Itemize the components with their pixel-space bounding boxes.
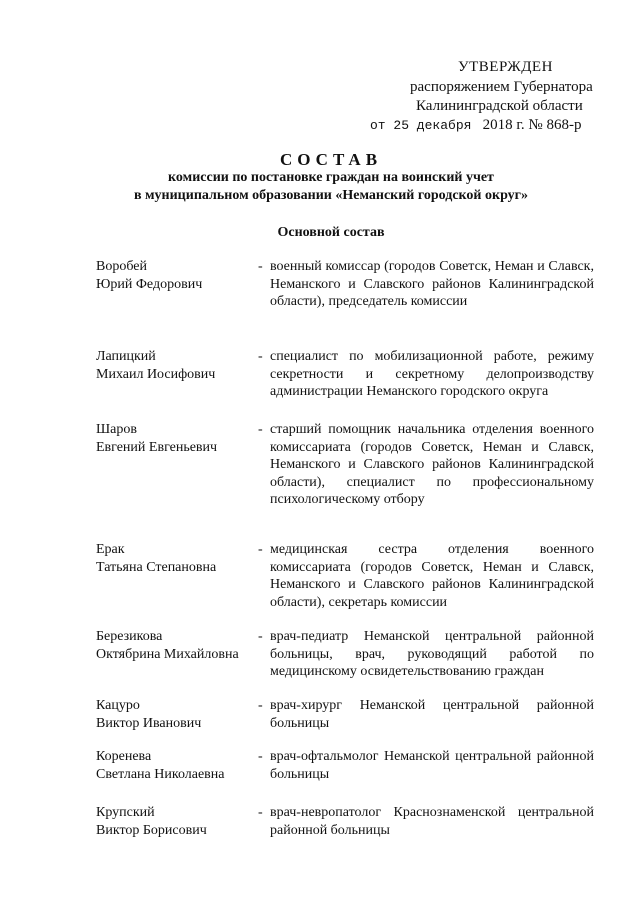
- member-surname: Шаров: [96, 422, 137, 437]
- member-role: врач-офтальмолог Неманской центральной районной больницы: [270, 749, 594, 782]
- member-name: [96, 748, 256, 783]
- member-dash: -: [258, 805, 263, 820]
- member-role: врач-невропатолог Краснознаменской центральной районной больницы: [270, 805, 594, 838]
- member-given-name: Октябрина Михайловна: [96, 646, 239, 662]
- member-given-name: Виктор Иванович: [96, 715, 202, 731]
- member-name: [96, 804, 256, 839]
- approval-line-1: распоряжением Губернатора: [410, 79, 593, 95]
- section-subtitle: Основной состав: [277, 225, 385, 240]
- approval-line-2: Калининградской области: [416, 98, 583, 114]
- member-role: военный комиссар (городов Советск, Неман и Славск, Неманского и Славского районов Калининградской области), председатель комиссии: [270, 259, 594, 309]
- member-role: специалист по мобилизационной работе, режиму секретности и секретному делопроизводству администрации Неманского городского округа: [270, 349, 594, 399]
- member-name: [96, 258, 256, 293]
- approval-date-suffix: 2018 г. № 868-р: [482, 117, 582, 133]
- member-given-name: Евгений Евгеньевич: [96, 439, 218, 455]
- member-surname: Воробей: [96, 259, 147, 274]
- member-name: [96, 628, 256, 663]
- member-dash: -: [258, 422, 263, 437]
- member-name: [96, 541, 256, 576]
- member-name: [96, 697, 256, 732]
- approval-date-prefix: от 25 декабря: [370, 118, 472, 133]
- document-title-line-2: в муниципальном образовании «Неманский городской округ»: [133, 188, 529, 203]
- member-surname: Кацуро: [96, 698, 140, 713]
- approval-title: УТВЕРЖДЕН: [458, 59, 553, 75]
- member-name: [96, 421, 256, 456]
- member-given-name: Виктор Борисович: [96, 822, 207, 838]
- member-given-name: Татьяна Степановна: [96, 559, 217, 575]
- member-dash: -: [258, 542, 263, 557]
- member-surname: Ерак: [96, 542, 125, 557]
- approval-date: [370, 116, 581, 135]
- member-surname: Крупский: [96, 805, 155, 820]
- member-dash: -: [258, 749, 263, 764]
- member-dash: -: [258, 698, 263, 713]
- member-role: медицинская сестра отделения военного комиссариата (городов Советск, Неман и Славск, Неманского и Славского районов Калининградской области), секретарь комиссии: [270, 542, 594, 610]
- member-role: врач-педиатр Неманской центральной районной больницы, врач, руководящий работой по медицинскому освидетельствованию граждан: [270, 629, 594, 679]
- document-title: СОСТАВ: [279, 150, 383, 169]
- member-name: [96, 348, 256, 383]
- member-given-name: Светлана Николаевна: [96, 766, 225, 782]
- member-dash: -: [258, 349, 263, 364]
- member-role: старший помощник начальника отделения военного комиссариата (городов Советск, Неман и Славск, Неманского и Славского районов Калининградской области), специалист по профессиональному психологическому отбору: [270, 422, 594, 507]
- member-dash: -: [258, 259, 263, 274]
- member-surname: Лапицкий: [96, 349, 156, 364]
- member-surname: Коренева: [96, 749, 152, 764]
- member-role: врач-хирург Неманской центральной районной больницы: [270, 698, 594, 731]
- member-surname: Березикова: [96, 629, 163, 644]
- member-given-name: Юрий Федорович: [96, 276, 203, 292]
- member-dash: -: [258, 629, 263, 644]
- member-given-name: Михаил Иосифович: [96, 366, 216, 382]
- document-title-line-1: комиссии по постановке граждан на воинский учет: [168, 170, 494, 185]
